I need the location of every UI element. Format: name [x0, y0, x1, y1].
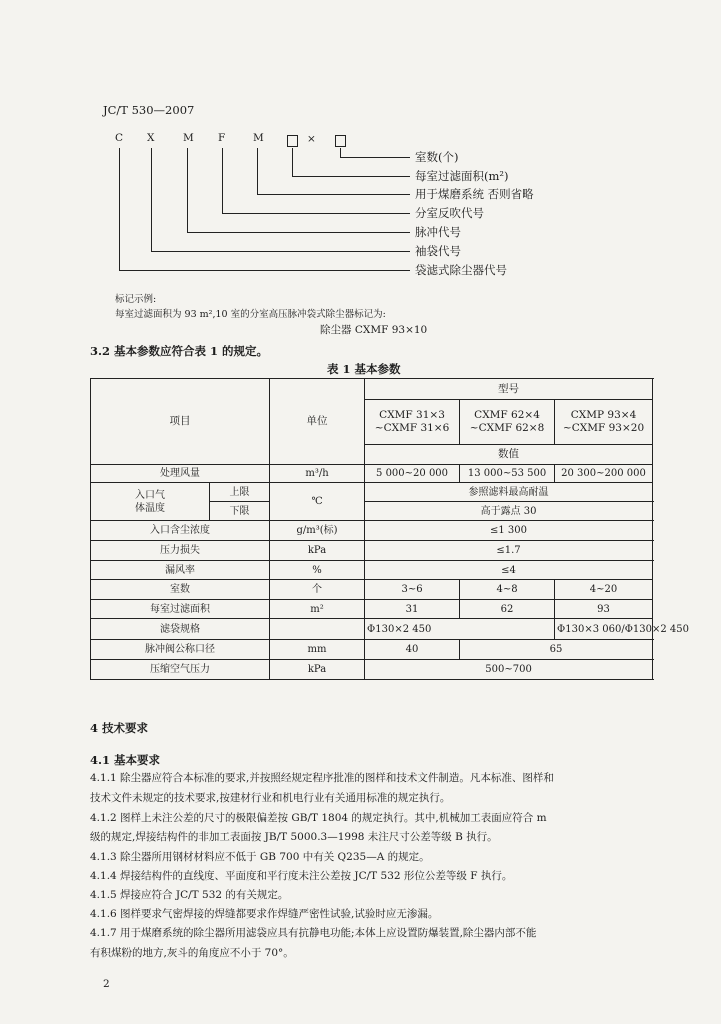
- label-bag: 袖袋代号: [415, 244, 461, 258]
- basic-parameters-table: [90, 378, 689, 680]
- model-cell-1: CXMF 31×3 ~CXMF 31×6: [365, 400, 460, 445]
- table-row: 压力损失 kPa ≤1.7: [91, 541, 653, 561]
- label-collector: 袋滤式除尘器代号: [415, 263, 507, 277]
- code-letter-f: F: [218, 132, 226, 144]
- model-cell-3: CXMP 93×4 ~CXMF 93×20: [555, 400, 653, 445]
- clause-4-1-7-line2: 有积煤粉的地方,灰斗的角度应不小于 70°。: [90, 947, 294, 959]
- table-row: 每室过滤面积 m² 31 62 93: [91, 600, 653, 619]
- clause-4-1-1-line1: 4.1.1 除尘器应符合本标准的要求,并按照经规定程序批准的图样和技术文件制造。凡本标准、图样和: [90, 772, 554, 784]
- example-mark: 除尘器 CXMF 93×10: [320, 324, 428, 336]
- placeholder-box-area: [287, 135, 298, 147]
- label-room-count: 室数(个): [415, 150, 459, 164]
- table-row: 漏风率 % ≤4: [91, 561, 653, 580]
- table-row: 脉冲阀公称口径 mm 40 65: [91, 640, 653, 660]
- code-letter-x: X: [147, 132, 155, 144]
- table-row: 入口含尘浓度 g/m³(标) ≤1 300: [91, 521, 653, 541]
- section-4-title: 4 技术要求: [90, 721, 149, 735]
- table-row: 压缩空气压力 kPa 500~700: [91, 660, 653, 680]
- label-filter-area: 每室过滤面积(m²): [415, 169, 509, 183]
- table-caption: 表 1 基本参数: [327, 362, 401, 376]
- clause-4-1-3: 4.1.3 除尘器所用钢材材料应不低于 GB 700 中有关 Q235—A 的规定。: [90, 851, 430, 863]
- section-4-1-title: 4.1 基本要求: [90, 753, 161, 767]
- label-reverse-blow: 分室反吹代号: [415, 206, 484, 220]
- page-number: 2: [103, 978, 110, 990]
- example-title: 标记示例:: [115, 294, 157, 305]
- table-row: 处理风量 m³/h 5 000~20 000 13 000~53 500 20 300~200 000: [91, 465, 653, 483]
- header-model: 型号: [365, 379, 653, 400]
- clause-4-1-2-line2: 级的规定,焊接结构件的非加工表面按 JB/T 5000.3—1998 未注尺寸公差等级 B 执行。: [90, 831, 498, 843]
- clause-4-1-7-line1: 4.1.7 用于煤磨系统的除尘器所用滤袋应具有抗静电功能;本体上应设置防爆装置,除尘器内部不能: [90, 927, 537, 939]
- code-letter-m: M: [183, 132, 194, 144]
- standard-code: JC/T 530—2007: [103, 103, 195, 117]
- clause-4-1-1-line2: 技术文件未规定的技术要求,按建材行业和机电行业有关通用标准的规定执行。: [90, 792, 451, 804]
- clause-4-1-6: 4.1.6 图样要求气密焊接的焊缝都要求作焊缝严密性试验,试验时应无渗漏。: [90, 908, 439, 920]
- clause-4-1-5: 4.1.5 焊接应符合 JC/T 532 的有关规定。: [90, 889, 289, 901]
- example-text: 每室过滤面积为 93 m²,10 室的分室高压脉冲袋式除尘器标记为:: [115, 309, 386, 320]
- label-pulse: 脉冲代号: [415, 225, 461, 239]
- table-row: 室数 个 3~6 4~8 4~20: [91, 580, 653, 600]
- header-item: 项目: [91, 379, 270, 465]
- section-3-2: 3.2 基本参数应符合表 1 的规定。: [90, 344, 269, 358]
- placeholder-box-rooms: [335, 135, 346, 147]
- times-sign: ×: [307, 133, 316, 145]
- table-row: 下限 高于露点 30: [91, 502, 653, 521]
- code-letter-c: C: [115, 132, 124, 144]
- clause-4-1-2-line1: 4.1.2 图样上未注公差的尺寸的极限偏差按 GB/T 1804 的规定执行。其中,机械加工表面应符合 m: [90, 812, 547, 824]
- header-unit: 单位: [270, 379, 365, 465]
- label-coal-mill: 用于煤磨系统 否则省略: [415, 187, 534, 201]
- table-row: 入口气 体温度 上限 ℃ 参照滤料最高耐温: [91, 483, 653, 502]
- clause-4-1-4: 4.1.4 焊接结构件的直线度、平面度和平行度未注公差按 JC/T 532 形位公差等级 F 执行。: [90, 870, 513, 882]
- model-cell-2: CXMF 62×4 ~CXMF 62×8: [460, 400, 555, 445]
- header-values: 数值: [365, 445, 653, 465]
- table-row: 滤袋规格 Φ130×2 450 Φ130×3 060/Φ130×2 450: [91, 619, 653, 640]
- code-letter-m2: M: [253, 132, 264, 144]
